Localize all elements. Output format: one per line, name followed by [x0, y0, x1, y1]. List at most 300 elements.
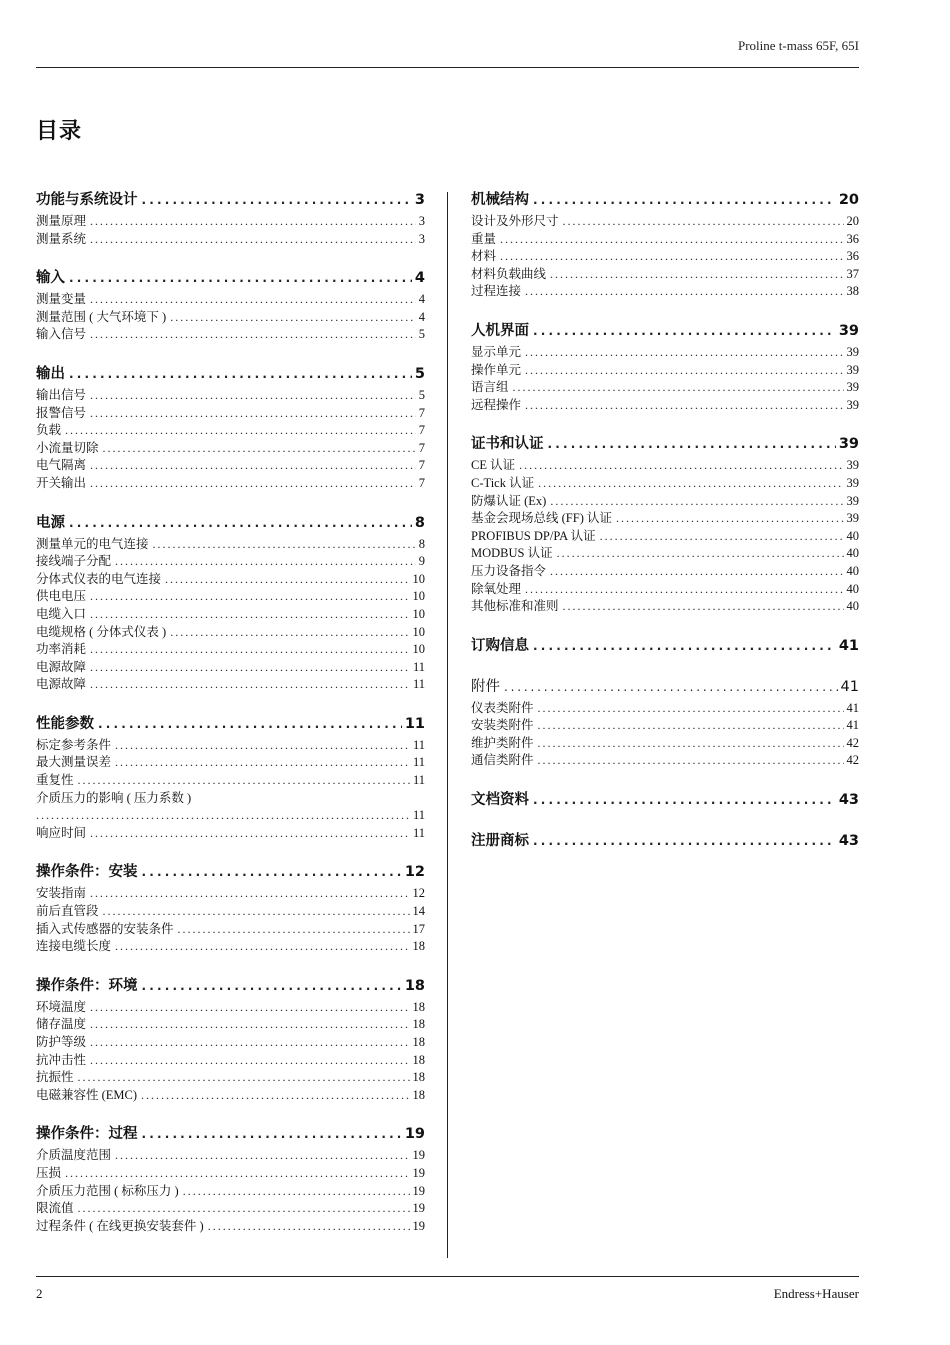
toc-entry-page: 41 [846, 700, 859, 715]
toc-section [36, 189, 425, 248]
toc-entry[interactable] [36, 641, 425, 659]
toc-entry-page: 19 [412, 1218, 425, 1233]
toc-entry-page: 14 [412, 904, 425, 919]
toc-section-heading-page: 19 [404, 1126, 425, 1143]
toc-entry-page: 18 [412, 939, 425, 954]
toc-entry[interactable] [471, 457, 859, 475]
toc-entry-text: 电气隔离 [36, 458, 87, 473]
toc-section-heading-text: 人机界面 [471, 322, 529, 339]
brand-name: Endress+Hauser [773, 1286, 859, 1301]
toc-entry-text: 分体式仪表的电气连接 [36, 571, 162, 586]
dot-leader [78, 1200, 410, 1218]
toc-entry[interactable] [36, 659, 425, 677]
toc-section-heading-text: 操作条件：安装 [36, 864, 138, 881]
toc-entry[interactable] [36, 903, 425, 921]
toc-section [36, 1123, 425, 1235]
toc-entry-text: 环境温度 [36, 999, 87, 1014]
toc-entry[interactable] [36, 938, 425, 956]
toc-section-heading-text: 证书和认证 [471, 436, 544, 453]
toc-section [36, 363, 425, 493]
toc-entry[interactable] [471, 510, 859, 528]
toc-entry[interactable] [36, 536, 425, 554]
toc-section-heading[interactable] [471, 830, 859, 852]
dot-leader [500, 248, 843, 266]
toc-entry-text: 材料负载曲线 [471, 266, 547, 281]
toc-entry-text: 过程连接 [471, 284, 522, 299]
toc-entry[interactable] [36, 1052, 425, 1070]
toc-section-heading-page: 12 [404, 864, 425, 881]
dot-leader [115, 938, 409, 956]
toc-section [36, 713, 425, 843]
dot-leader [90, 405, 416, 423]
toc-entry-text: 维护类附件 [471, 735, 534, 750]
dot-leader [90, 387, 416, 405]
toc-entry-text: 重复性 [36, 773, 74, 788]
toc-entry-page: 3 [418, 214, 425, 228]
toc-entry-page: 10 [412, 571, 425, 586]
toc-section [471, 189, 859, 301]
toc-entry-page: 12 [412, 886, 425, 901]
toc-entry-text: 安装指南 [36, 886, 87, 901]
toc-entry[interactable] [36, 1034, 425, 1052]
toc-section-heading-page: 11 [404, 715, 425, 732]
toc-entry-text: 安装类附件 [471, 718, 534, 733]
toc-entry-page: 7 [418, 475, 425, 490]
toc-entry-page: 42 [846, 753, 859, 768]
toc-entry-text: 仪表类附件 [471, 700, 534, 715]
toc-entry-text: 抗振性 [36, 1070, 74, 1085]
toc-entry[interactable] [471, 362, 859, 380]
toc-section-heading-text: 操作条件：环境 [36, 977, 138, 994]
dot-leader [548, 433, 836, 455]
document-title: Proline t-mass 65F, 65I [737, 38, 859, 53]
dot-leader [563, 213, 844, 231]
page-heading: 目录 [36, 119, 83, 144]
toc-section [471, 433, 859, 615]
toc-entry-page: 11 [412, 773, 425, 788]
toc-section-heading[interactable] [36, 713, 425, 735]
toc-section-heading-page: 43 [838, 833, 859, 850]
toc-entry[interactable] [471, 752, 859, 770]
toc-entry-page: 4 [418, 309, 425, 324]
dot-leader [90, 825, 410, 843]
dot-leader [525, 581, 843, 599]
toc-section-heading[interactable] [471, 635, 859, 657]
dot-leader [616, 510, 844, 528]
toc-section-heading[interactable] [36, 267, 425, 289]
dot-leader [65, 1165, 409, 1183]
toc-entry[interactable] [471, 528, 859, 546]
toc-entry-page: 40 [846, 563, 859, 578]
toc-entry[interactable] [471, 581, 859, 599]
toc-entry-page: 10 [412, 589, 425, 604]
dot-leader [90, 999, 409, 1017]
toc-entry-text: 除氧处理 [471, 581, 522, 596]
toc-entry-text: MODBUS 认证 [471, 546, 553, 561]
toc-entry-text: 防护等级 [36, 1035, 87, 1049]
toc-entry-text: 前后直管段 [36, 904, 99, 919]
toc-entry[interactable] [471, 379, 859, 397]
toc-entry[interactable] [471, 475, 859, 493]
toc-entry-page: 39 [846, 380, 859, 395]
toc-entry[interactable] [36, 1069, 425, 1087]
dot-leader [533, 189, 836, 211]
toc-section-heading-text: 输出 [36, 365, 65, 382]
toc-section-heading[interactable] [471, 189, 859, 211]
toc-entry-text: 测量单元的电气连接 [36, 536, 149, 551]
dot-leader [533, 789, 836, 811]
toc-entry-page: 7 [418, 458, 425, 473]
toc-entry-text: 电源故障 [36, 659, 87, 674]
toc-entry[interactable] [36, 475, 425, 493]
toc-entry[interactable] [471, 545, 859, 563]
toc-entry[interactable] [471, 248, 859, 266]
toc-entry[interactable] [36, 921, 425, 939]
toc-entry[interactable] [36, 737, 425, 755]
dot-leader [550, 266, 843, 284]
dot-leader [141, 1087, 409, 1105]
dot-leader [90, 291, 416, 309]
toc-entry-text: 抗冲击性 [36, 1052, 87, 1067]
toc-section [471, 635, 859, 657]
toc-entry-text: 设计及外形尺寸 [471, 214, 559, 228]
toc-entry[interactable] [36, 422, 425, 440]
toc-section [36, 861, 425, 955]
dot-leader [90, 659, 410, 677]
dot-leader [563, 598, 844, 616]
toc-entry-text: PROFIBUS DP/PA 认证 [471, 528, 596, 543]
toc-entry[interactable] [36, 825, 425, 843]
dot-leader [170, 309, 416, 327]
dot-leader [90, 231, 416, 249]
toc-entry-page: 4 [418, 292, 425, 307]
toc-entry[interactable] [36, 1087, 425, 1105]
toc-entry[interactable] [36, 387, 425, 405]
toc-entry-text: CE 认证 [471, 458, 516, 473]
toc-section-heading-page: 39 [838, 322, 859, 339]
toc-section-heading[interactable] [36, 975, 425, 997]
dot-leader [525, 397, 843, 415]
toc-entry-page: 39 [846, 344, 859, 359]
toc-entry-page: 18 [412, 1087, 425, 1102]
toc-entry[interactable] [471, 283, 859, 301]
toc-entry[interactable] [36, 588, 425, 606]
toc-entry[interactable] [36, 754, 425, 772]
toc-section [36, 512, 425, 694]
dot-leader [525, 362, 843, 380]
dot-leader [538, 717, 844, 735]
toc-entry[interactable] [36, 772, 425, 790]
toc-entry[interactable] [36, 440, 425, 458]
toc-entry-page: 7 [418, 405, 425, 420]
header-rule [36, 67, 859, 68]
toc-entry-text: 输出信号 [36, 387, 87, 402]
toc-entry-page: 40 [846, 599, 859, 614]
toc-entry[interactable] [36, 1200, 425, 1218]
dot-leader [78, 1069, 410, 1087]
toc-section-heading-text: 性能参数 [36, 715, 94, 732]
toc-section-heading-text: 注册商标 [471, 833, 529, 850]
toc-section-heading[interactable] [36, 861, 425, 883]
toc-entry[interactable] [36, 1147, 425, 1165]
dot-leader [550, 493, 843, 511]
toc-left-column [36, 189, 425, 1254]
toc-entry-text: 测量范围 ( 大气环境下 ) [36, 309, 167, 324]
toc-entry-page: 40 [846, 546, 859, 561]
toc-entry-text: 小流量切除 [36, 440, 99, 455]
dot-leader [90, 1052, 409, 1070]
dot-leader [90, 641, 409, 659]
toc-section [471, 320, 859, 414]
dot-leader [98, 713, 402, 735]
toc-entry[interactable] [36, 1183, 425, 1201]
toc-entry-text: 电磁兼容性 (EMC) [36, 1087, 138, 1102]
toc-entry[interactable] [471, 344, 859, 362]
toc-entry[interactable] [36, 1016, 425, 1034]
toc-entry-text: 插入式传感器的安装条件 [36, 921, 174, 936]
toc-entry[interactable] [36, 231, 425, 249]
toc-entry[interactable] [36, 309, 425, 327]
toc-entry[interactable] [471, 700, 859, 718]
dot-leader [519, 457, 843, 475]
toc-entry-page: 11 [412, 659, 425, 674]
dot-leader [538, 735, 844, 753]
toc-entry-page: 19 [412, 1183, 425, 1198]
dot-leader [90, 885, 409, 903]
dot-leader [525, 283, 843, 301]
toc-entry-page: 18 [412, 1052, 425, 1067]
toc-section-heading-page: 4 [414, 270, 425, 287]
dot-leader [115, 737, 410, 755]
toc-entry[interactable] [471, 493, 859, 511]
toc-entry[interactable] [471, 717, 859, 735]
dot-leader [115, 1147, 409, 1165]
toc-entry[interactable] [471, 397, 859, 415]
toc-entry-page: 9 [418, 554, 425, 569]
toc-section-heading-page: 43 [838, 792, 859, 809]
toc-entry-text: 测量原理 [36, 214, 87, 228]
toc-entry-page: 40 [846, 528, 859, 543]
toc-entry-text: 测量系统 [36, 231, 87, 246]
toc-entry-page: 18 [412, 1035, 425, 1049]
toc-entry-text: 基金会现场总线 (FF) 认证 [471, 511, 612, 526]
toc-entry-page: 10 [412, 624, 425, 639]
dot-leader [90, 1016, 409, 1034]
toc-section-heading-page: 41 [838, 637, 859, 654]
toc-entry-text: 重量 [471, 231, 497, 246]
toc-entry[interactable] [36, 571, 425, 589]
toc-entry[interactable] [36, 291, 425, 309]
toc-section-heading-page: 5 [414, 365, 425, 382]
dot-leader [538, 752, 844, 770]
toc-entry-page: 5 [418, 387, 425, 402]
dot-leader [538, 475, 843, 493]
toc-entry-page: 11 [412, 755, 425, 770]
toc-section-heading-text: 机械结构 [471, 192, 529, 208]
toc-entry-text: 材料 [471, 249, 497, 264]
toc-entry-text: 功率消耗 [36, 642, 87, 657]
toc-entry-text: 通信类附件 [471, 753, 534, 768]
dot-leader [103, 903, 410, 921]
toc-entry-page: 39 [846, 458, 859, 473]
toc-entry-page: 19 [412, 1201, 425, 1216]
toc-right-column [471, 189, 859, 871]
toc-entry-page: 19 [412, 1148, 425, 1163]
dot-leader [153, 536, 416, 554]
toc-entry-text: 压力设备指令 [471, 563, 547, 578]
dot-leader [65, 422, 416, 440]
toc-entry-text: 开关输出 [36, 475, 87, 490]
dot-leader [103, 440, 416, 458]
toc-entry-page: 18 [412, 1070, 425, 1085]
toc-entry-text: 电源故障 [36, 677, 87, 692]
toc-entry-text: 介质压力的影响 ( 压力系数 ) [36, 790, 192, 805]
dot-leader [69, 363, 412, 385]
dot-leader [90, 326, 416, 344]
toc-entry-text: 最大测量误差 [36, 755, 112, 770]
toc-section-heading[interactable] [471, 433, 859, 455]
dot-leader [600, 528, 844, 546]
dot-leader [208, 1218, 410, 1236]
toc-section-heading-page: 18 [404, 977, 425, 994]
toc-entry-page: 20 [846, 214, 859, 228]
toc-entry-page: 10 [412, 642, 425, 657]
toc-entry-page: 11 [412, 825, 425, 840]
toc-section [36, 975, 425, 1105]
toc-section-heading[interactable] [471, 789, 859, 811]
dot-leader [538, 700, 844, 718]
toc-entry-text: 供电电压 [36, 589, 87, 604]
toc-entry-page: 39 [846, 493, 859, 508]
toc-entry-page: 8 [418, 536, 425, 551]
dot-leader [513, 379, 844, 397]
dot-leader [533, 635, 836, 657]
toc-entry[interactable] [36, 1218, 425, 1236]
toc-section-heading-page: 20 [838, 192, 859, 208]
toc-section [471, 676, 859, 770]
toc-entry-page: 39 [846, 397, 859, 412]
toc-entry-page: 18 [412, 999, 425, 1014]
toc-entry-page: 42 [846, 735, 859, 750]
toc-section-heading-text: 电源 [36, 514, 65, 531]
dot-leader [142, 861, 402, 883]
toc-entry-page: 11 [412, 737, 425, 752]
toc-entry[interactable] [471, 735, 859, 753]
dot-leader [142, 189, 412, 211]
dot-leader [90, 676, 410, 694]
dot-leader [115, 754, 410, 772]
dot-leader [165, 571, 409, 589]
toc-entry-text: 电缆入口 [36, 606, 87, 621]
toc-entry[interactable] [471, 598, 859, 616]
page-number: 2 [36, 1286, 43, 1301]
dot-leader [142, 1123, 402, 1145]
toc-section-heading-page: 3 [414, 192, 425, 208]
toc-section-heading[interactable] [36, 189, 425, 211]
toc-entry-text: 响应时间 [36, 825, 87, 840]
toc-entry-text: 负载 [36, 423, 62, 438]
dot-leader [504, 676, 838, 698]
dot-leader [183, 1183, 410, 1201]
toc-section-heading-text: 操作条件：过程 [36, 1126, 138, 1143]
toc-entry[interactable] [36, 553, 425, 571]
toc-section-heading-text: 功能与系统设计 [36, 192, 138, 208]
toc-entry[interactable] [36, 213, 425, 231]
toc-section-heading-page: 39 [838, 436, 859, 453]
toc-entry[interactable] [36, 405, 425, 423]
toc-entry-text: 显示单元 [471, 344, 522, 359]
toc-entry-page: 19 [412, 1165, 425, 1180]
toc-section-heading-page: 41 [840, 678, 859, 695]
dot-leader [78, 772, 410, 790]
toc-entry-text: 连接电缆长度 [36, 939, 112, 954]
toc-entry-page: 39 [846, 362, 859, 377]
toc-entry[interactable] [471, 213, 859, 231]
toc-section [471, 830, 859, 852]
toc-entry[interactable] [471, 231, 859, 249]
toc-entry-text: 语言组 [471, 380, 509, 395]
toc-entry[interactable] [36, 885, 425, 903]
toc-entry[interactable] [36, 457, 425, 475]
toc-entry[interactable] [471, 563, 859, 581]
toc-entry-text: 标定参考条件 [36, 737, 112, 752]
dot-leader [533, 320, 836, 342]
toc-entry-text: 压损 [36, 1165, 62, 1180]
toc-entry-text: 介质温度范围 [36, 1148, 112, 1163]
toc-entry[interactable] [36, 1165, 425, 1183]
toc-entry-page: 41 [846, 718, 859, 733]
toc-entry-page: 40 [846, 581, 859, 596]
dot-leader [500, 231, 843, 249]
dot-leader [557, 545, 844, 563]
toc-entry-text: 操作单元 [471, 362, 522, 377]
column-divider [447, 192, 448, 1258]
toc-entry-page: 37 [846, 266, 859, 281]
dot-leader [90, 213, 416, 231]
toc-entry-page: 7 [418, 440, 425, 455]
toc-entry-text: 其他标准和准则 [471, 599, 559, 614]
toc-entry-text: 接线端子分配 [36, 554, 112, 569]
dot-leader [142, 975, 402, 997]
toc-entry-page: 11 [412, 808, 425, 823]
toc-section-heading[interactable] [471, 320, 859, 342]
dot-leader [115, 553, 416, 571]
toc-entry-page: 39 [846, 475, 859, 490]
toc-entry-page: 10 [412, 606, 425, 621]
toc-section [471, 789, 859, 811]
toc-entry-page: 39 [846, 511, 859, 526]
toc-entry-text: 储存温度 [36, 1017, 87, 1032]
toc-entry[interactable] [471, 266, 859, 284]
toc-entry-text: 过程条件 ( 在线更换安装套件 ) [36, 1218, 204, 1233]
toc-section-heading[interactable] [36, 1123, 425, 1145]
toc-entry-page: 36 [846, 249, 859, 264]
toc-entry-text: 报警信号 [36, 405, 87, 420]
dot-leader [90, 457, 416, 475]
toc-entry[interactable] [36, 999, 425, 1017]
toc-section-heading[interactable] [36, 363, 425, 385]
toc-entry[interactable] [36, 807, 425, 825]
toc-entry[interactable] [36, 624, 425, 642]
toc-section-heading[interactable] [36, 512, 425, 534]
toc-entry-text: 防爆认证 (Ex) [471, 493, 547, 508]
toc-entry[interactable] [36, 326, 425, 344]
toc-entry[interactable] [36, 606, 425, 624]
toc-entry-page: 3 [418, 231, 425, 246]
toc-section-heading[interactable] [471, 676, 859, 698]
dot-leader [90, 475, 416, 493]
toc-entry[interactable] [36, 676, 425, 694]
